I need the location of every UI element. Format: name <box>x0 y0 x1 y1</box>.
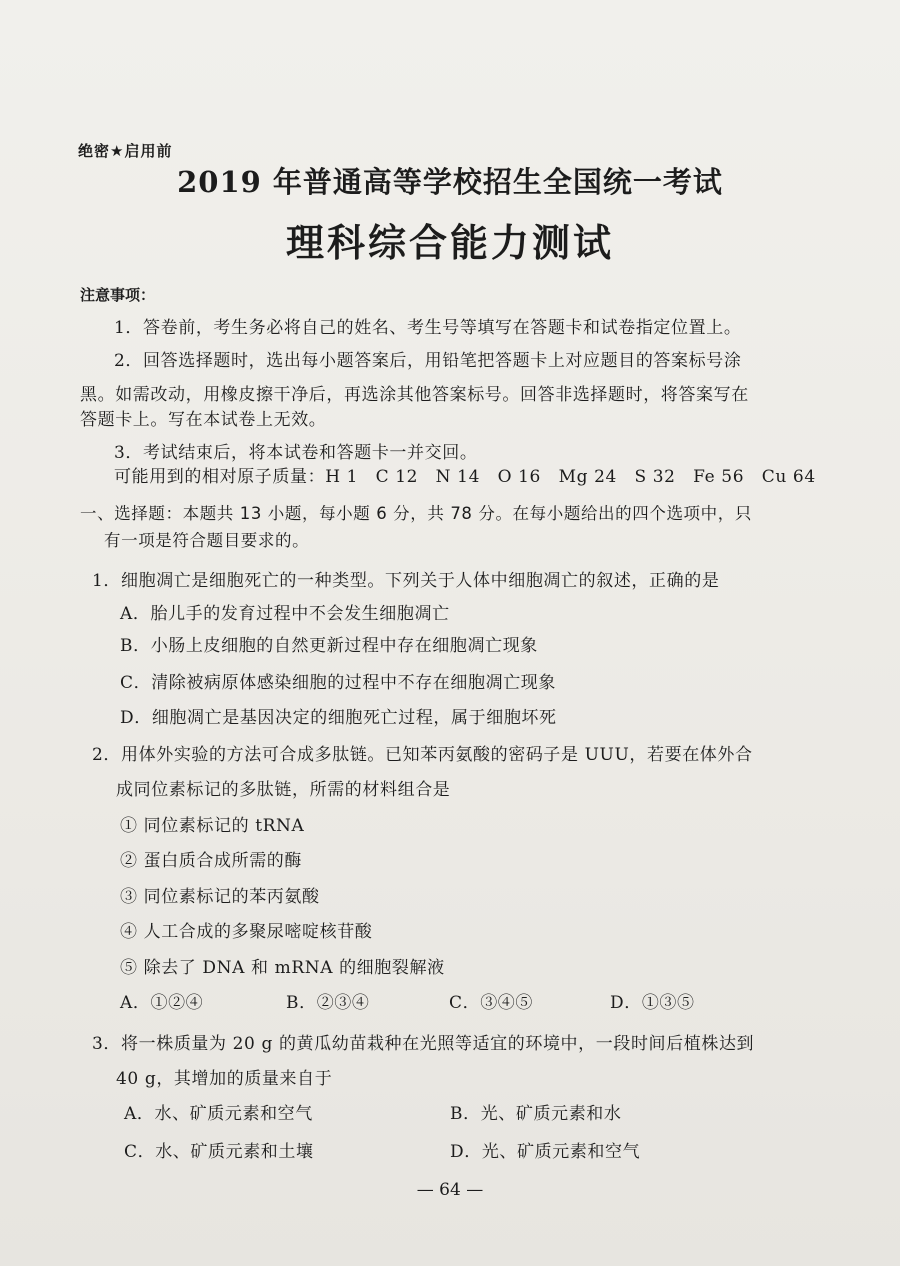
question-3-stem-cont: 40 g，其增加的质量来自于 <box>116 1069 333 1089</box>
question-3-option-a: A．水、矿质元素和空气 <box>124 1104 313 1124</box>
exam-subtitle: 理科综合能力测试 <box>285 221 614 265</box>
note-line: 1．答卷前，考生务必将自己的姓名、考生号等填写在答题卡和试卷指定位置上。 <box>114 318 742 338</box>
question-2-item: ① 同位素标记的 tRNA <box>120 816 305 836</box>
exam-title: 2019 年普通高等学校招生全国统一考试 <box>177 165 723 199</box>
question-2-option-c: C．③④⑤ <box>449 993 534 1013</box>
question-2-stem-cont: 成同位素标记的多肽链，所需的材料组合是 <box>116 780 451 800</box>
question-3-option-d: D．光、矿质元素和空气 <box>450 1142 641 1162</box>
question-1-option-a: A．胎儿手的发育过程中不会发生细胞凋亡 <box>120 604 450 624</box>
question-1-option-b: B．小肠上皮细胞的自然更新过程中存在细胞凋亡现象 <box>120 636 538 656</box>
question-2-option-a: A．①②④ <box>120 993 204 1013</box>
question-3-option-b: B．光、矿质元素和水 <box>450 1104 622 1124</box>
atomic-mass-line: 可能用到的相对原子质量：H 1 C 12 N 14 O 16 Mg 24 S 32 Fe 56 Cu 64 <box>114 467 816 487</box>
question-3-option-c: C．水、矿质元素和土壤 <box>124 1142 314 1162</box>
note-line: 黑。如需改动，用橡皮擦干净后，再选涂其他答案标号。回答非选择题时，将答案写在 <box>80 385 749 405</box>
question-2-item: ② 蛋白质合成所需的酶 <box>120 851 303 871</box>
question-3-stem: 3．将一株质量为 20 g 的黄瓜幼苗栽种在光照等适宜的环境中，一段时间后植株达到 <box>92 1034 755 1054</box>
section-heading-cont: 有一项是符合题目要求的。 <box>104 531 310 550</box>
question-2-stem: 2．用体外实验的方法可合成多肽链。已知苯丙氨酸的密码子是 UUU，若要在体外合 <box>92 745 753 765</box>
page-number: — 64 — <box>416 1180 484 1200</box>
note-line: 答题卡上。写在本试卷上无效。 <box>80 410 327 430</box>
question-2-option-b: B．②③④ <box>286 993 370 1013</box>
question-2-item: ⑤ 除去了 DNA 和 mRNA 的细胞裂解液 <box>120 958 445 978</box>
question-2-option-d: D．①③⑤ <box>610 993 695 1013</box>
note-line: 3．考试结束后，将本试卷和答题卡一并交回。 <box>114 443 478 463</box>
note-line: 2．回答选择题时，选出每小题答案后，用铅笔把答题卡上对应题目的答案标号涂 <box>114 351 742 371</box>
section-heading: 一、选择题：本题共 13 小题，每小题 6 分，共 78 分。在每小题给出的四个选项中，只 <box>80 504 752 523</box>
question-1-option-c: C．清除被病原体感染细胞的过程中不存在细胞凋亡现象 <box>120 673 557 693</box>
question-2-item: ③ 同位素标记的苯丙氨酸 <box>120 887 320 907</box>
notes-heading: 注意事项： <box>80 286 156 304</box>
question-2-item: ④ 人工合成的多聚尿嘧啶核苷酸 <box>120 922 373 942</box>
secret-label: 绝密★启用前 <box>78 142 173 160</box>
question-1-option-d: D．细胞凋亡是基因决定的细胞死亡过程，属于细胞坏死 <box>120 708 557 728</box>
question-1-stem: 1．细胞凋亡是细胞死亡的一种类型。下列关于人体中细胞凋亡的叙述，正确的是 <box>92 571 720 591</box>
